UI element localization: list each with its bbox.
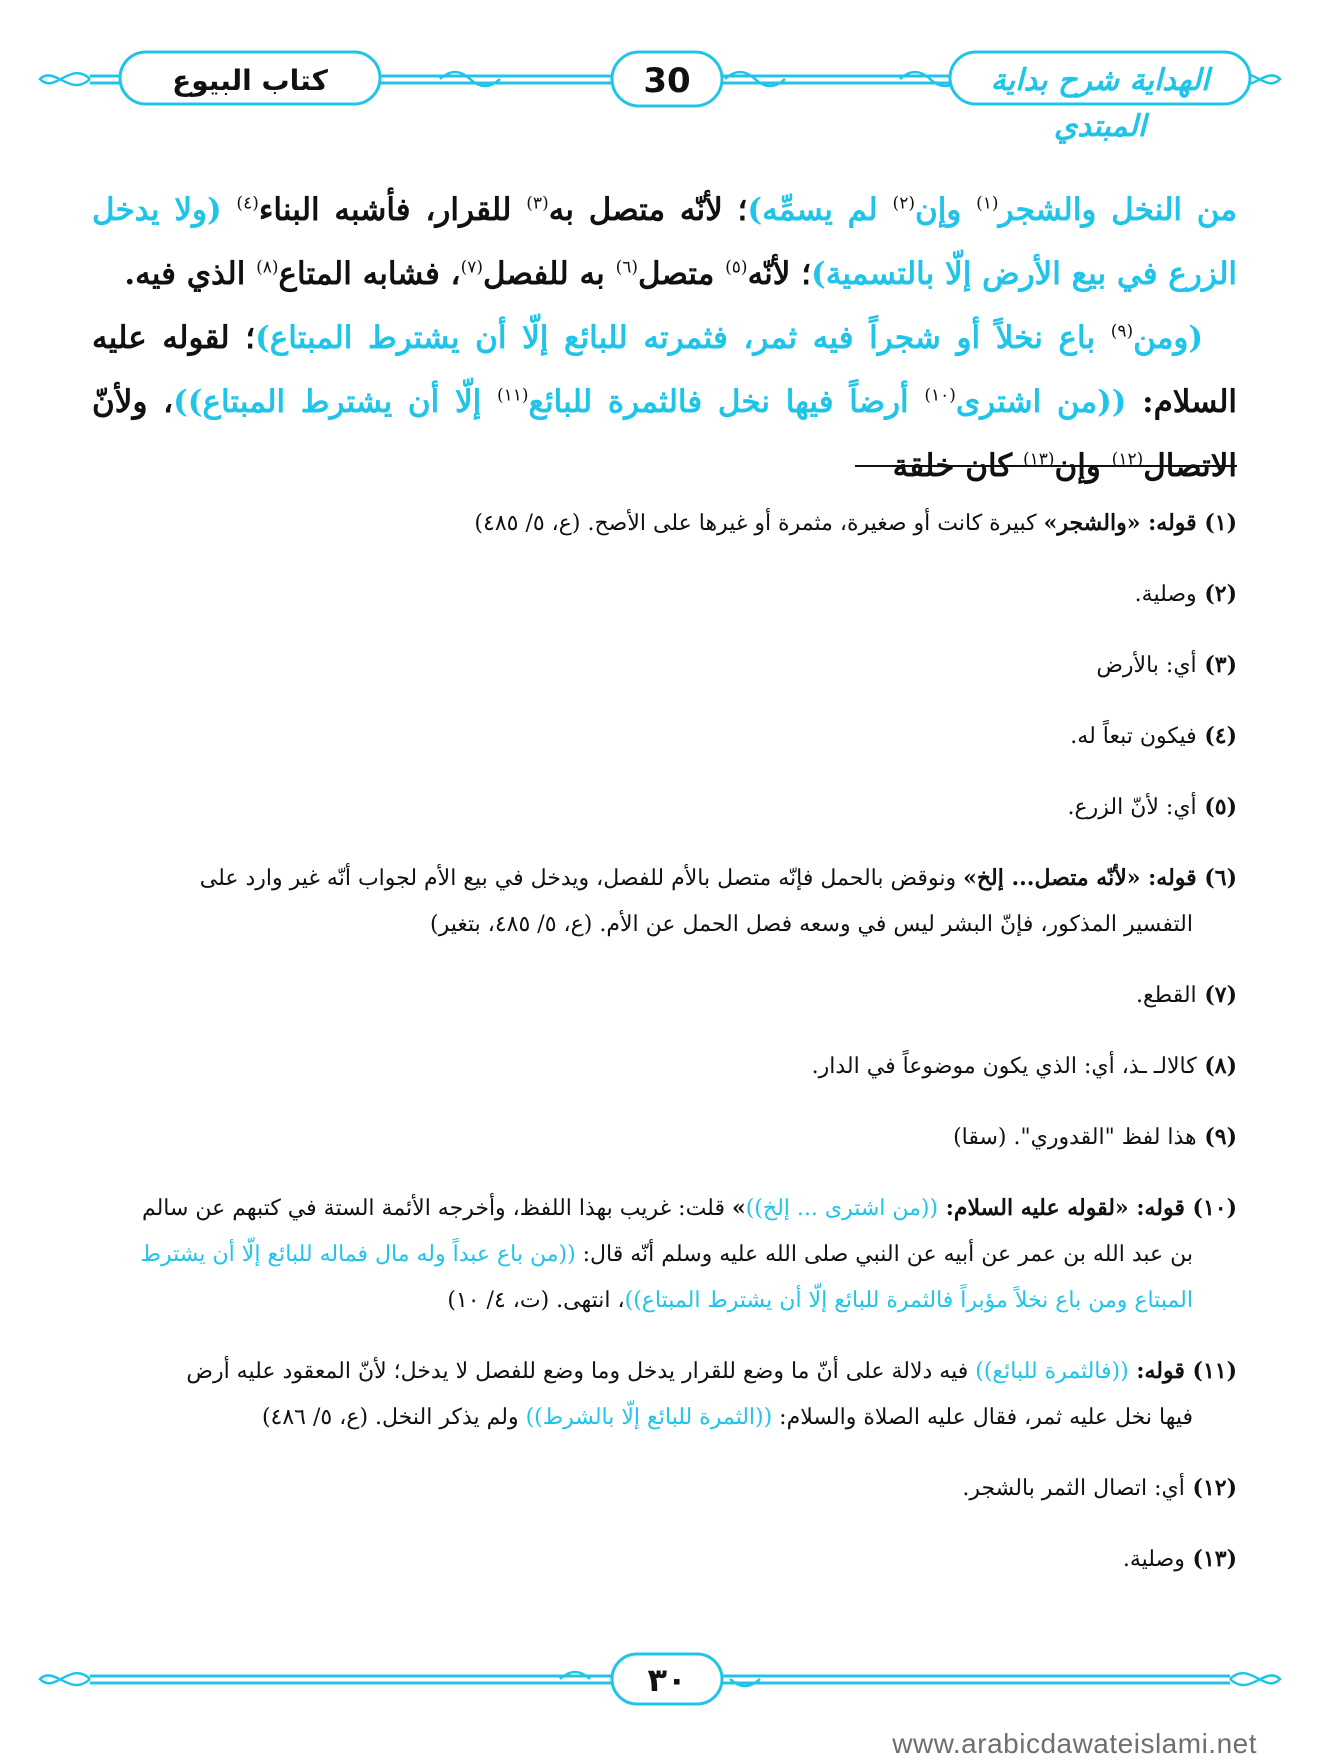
footnote-item: [100, 1185, 1237, 1324]
footnote-text: القطع.: [1135, 983, 1197, 1008]
footnote-item: [100, 1043, 1237, 1090]
hadith-quote: ((من اشترى ... إلخ)): [745, 1196, 939, 1221]
sharh-text: للقرار، فأشبه البناء: [258, 192, 527, 228]
footnote-marker: (٣): [526, 193, 549, 214]
footnote-number: (٦): [1196, 865, 1237, 891]
footnote-line: [1136, 983, 1237, 1008]
footnote-number: (١٣): [1184, 1546, 1237, 1572]
footnotes: [100, 500, 1237, 1607]
main-text: [92, 178, 1237, 498]
book-title: الهداية شرح بداية المبتدي: [990, 63, 1210, 144]
footnote-item: [100, 784, 1237, 831]
footnote-text: كبيرة كانت أو صغيرة، مثمرة أو غيرها على الأصح. (ع، ٥/ ٤٨٥): [474, 511, 1044, 536]
footnote-text: التفسير المذكور، فإنّ البشر ليس في وسعه فصل الحمل عن الأم. (ع، ٥/ ٤٨٥، بتغير): [430, 912, 1193, 937]
footnote-line: [1068, 795, 1237, 820]
page-header: [0, 40, 1319, 144]
footnote-line: [200, 866, 1237, 891]
footnote-number: (١٠): [1184, 1195, 1237, 1221]
sharh-text: الذي فيه.: [124, 256, 257, 292]
footnote-line: [1096, 653, 1237, 678]
footnote-item: [100, 571, 1237, 618]
footnote-item: [100, 500, 1237, 547]
footnote-text: ، انتهى. (ت، ٤/ ١٠): [447, 1288, 625, 1313]
footnote-line: [1135, 582, 1237, 607]
footnote-text: ونوقض بالحمل فإنّه متصل بالأم للفصل، ويدخل في بيع الأم لجواب أنّه غير وارد على: [199, 866, 964, 891]
footnote-item: [100, 972, 1237, 1019]
matn-text: باع نخلاً أو شجراً فيه ثمر، فثمرته للبائع إلّا أن يشترط المبتاع): [255, 320, 1111, 356]
footnote-item: [100, 855, 1237, 948]
chapter-title: كتاب البيوع: [172, 64, 328, 97]
footnote-text: أي: بالأرض: [1096, 653, 1197, 678]
footnote-text: بن عبد الله بن عمر عن أبيه عن النبي صلى الله عليه وسلم أنّه قال:: [575, 1242, 1193, 1267]
footnote-line: [142, 1196, 1237, 1221]
footnote-marker: (٢): [892, 193, 915, 214]
main-paragraph-1: [92, 178, 1237, 306]
footnote-marker: (٨): [256, 257, 279, 278]
footnote-line: [812, 1054, 1237, 1079]
hadith-quote: ((فالثمرة للبائع)): [975, 1359, 1129, 1384]
footnote-number: (١٢): [1184, 1475, 1237, 1501]
footnote-line: [962, 1476, 1237, 1501]
footnote-number: (١١): [1184, 1358, 1237, 1384]
matn-text: لم يسمِّه): [747, 192, 893, 228]
footnote-text: أي: اتصال الثمر بالشجر.: [962, 1476, 1185, 1501]
footnote-number: (٣): [1196, 652, 1237, 678]
sharh-text: [222, 192, 237, 228]
footnote-item: [100, 1348, 1237, 1441]
footnote-heading: قوله: «لقوله عليه السلام:: [938, 1195, 1185, 1221]
sharh-text: متصل: [638, 256, 726, 292]
footnote-marker: (٩): [1110, 321, 1134, 342]
footnote-line: [1070, 724, 1237, 749]
footnote-text: قلت: غريب بهذا اللفظ، وأخرجه الأئمة الستة في كتبهم عن سالم: [141, 1196, 732, 1221]
footnote-line: [953, 1125, 1237, 1150]
footnote-text: فيكون تبعاً له.: [1070, 724, 1197, 749]
matn-text: وإن: [914, 192, 977, 228]
matn-text: من النخل والشجر: [998, 192, 1237, 228]
footnote-heading: قوله: «لأنّه متصل... إلخ»: [963, 865, 1197, 891]
page-number-arabic: ٣٠: [647, 1661, 687, 1699]
sharh-text: كان خلقة: [892, 448, 1023, 484]
footnote-line: [474, 511, 1237, 536]
sharh-text: وإن: [1054, 448, 1112, 484]
footnote-text: كالالـ ـذ، أي: الذي يكون موضوعاً في الدار.: [811, 1054, 1197, 1079]
footnote-text: وصلية.: [1122, 1547, 1185, 1572]
footnote-marker: (١٠): [924, 385, 956, 406]
footnote-text: أي: لأنّ الزرع.: [1067, 795, 1197, 820]
footnote-marker: (٦): [615, 257, 639, 278]
main-paragraph-2: [92, 306, 1237, 498]
hadith-quote: ((الثمرة للبائع إلّا بالشرط)): [525, 1405, 773, 1430]
page-footer: [0, 1640, 1319, 1720]
footnote-number: (٧): [1196, 982, 1237, 1008]
footnote-number: (٨): [1196, 1053, 1237, 1079]
footnote-item: [100, 713, 1237, 760]
footnote-line: [100, 1395, 1237, 1441]
hadith-quote: ((من باع عبداً وله مال فماله للبائع إلّا أن يشترط: [140, 1242, 576, 1267]
footnote-marker: (١): [976, 193, 999, 214]
sharh-text: ، فشابه المتاع: [278, 256, 461, 292]
website-url: www.arabicdawateislami.net: [892, 1728, 1257, 1759]
footnote-text: فيها نخل عليه ثمر، فقال عليه الصلاة والسلام:: [772, 1405, 1193, 1430]
footnote-line: [100, 902, 1237, 948]
sharh-text: ، ولأنّ الاتصال: [92, 384, 1237, 484]
sharh-text: به للفصل: [483, 256, 616, 292]
footnote-item: [100, 642, 1237, 689]
hadith-quote: المبتاع ومن باع نخلاً مؤبراً فالثمرة للبائع إلّا أن يشترط المبتاع)): [624, 1288, 1193, 1313]
footnote-number: (٢): [1196, 581, 1237, 607]
footnote-item: [100, 1114, 1237, 1161]
matn-text: ((من اشترى: [955, 384, 1127, 420]
footnote-line: [186, 1359, 1237, 1384]
matn-text: إلّا أن يشترط المبتاع)): [173, 384, 497, 420]
footnote-heading: قوله: «والشجر»: [1043, 510, 1197, 536]
footnote-marker: (٤): [236, 193, 259, 214]
footnote-line: [1123, 1547, 1237, 1572]
footnote-marker: (١١): [496, 385, 529, 406]
sharh-text: ؛ لأنّه: [747, 256, 812, 292]
footnote-marker: (٧): [460, 257, 483, 278]
footnote-item: [100, 1465, 1237, 1512]
sharh-text: ؛ لأنّه متصل به: [548, 192, 748, 228]
matn-text: أرضاً فيها نخل فالثمرة للبائع: [528, 384, 925, 420]
footnote-text: هذا لفظ "القدوري". (سقا): [953, 1125, 1197, 1150]
matn-text: (ولا يدخل الزرع في بيع الأرض إلّا بالتسمية): [92, 192, 1237, 292]
sharh-text: ؛ لقوله عليه السلام:: [92, 320, 1237, 420]
footnote-text: فيه دلالة على أنّ ما وضع للقرار يدخل وما وضع للفصل لا يدخل؛ لأنّ المعقود عليه أرض: [186, 1359, 976, 1384]
footnote-marker: (١٣): [1022, 449, 1055, 470]
footnote-text: وصلية.: [1134, 582, 1197, 607]
footnote-number: (٥): [1196, 794, 1237, 820]
footnote-number: (٩): [1196, 1124, 1237, 1150]
footnote-line: [100, 1232, 1237, 1278]
page-number: 30: [643, 61, 691, 101]
footnote-marker: (٥): [725, 257, 748, 278]
footnote-marker: (١٢): [1111, 449, 1144, 470]
footnote-item: [100, 1536, 1237, 1583]
footnote-separator: [855, 465, 1237, 467]
footnote-number: (٤): [1196, 723, 1237, 749]
footnote-line: [100, 1278, 1237, 1324]
footnote-heading: قوله:: [1128, 1358, 1185, 1384]
footnote-heading: »: [731, 1195, 746, 1221]
matn-text: (ومن: [1133, 320, 1203, 356]
footnote-number: (١): [1196, 510, 1237, 536]
footnote-text: ولم يذكر النخل. (ع، ٥/ ٤٨٦): [261, 1405, 526, 1430]
